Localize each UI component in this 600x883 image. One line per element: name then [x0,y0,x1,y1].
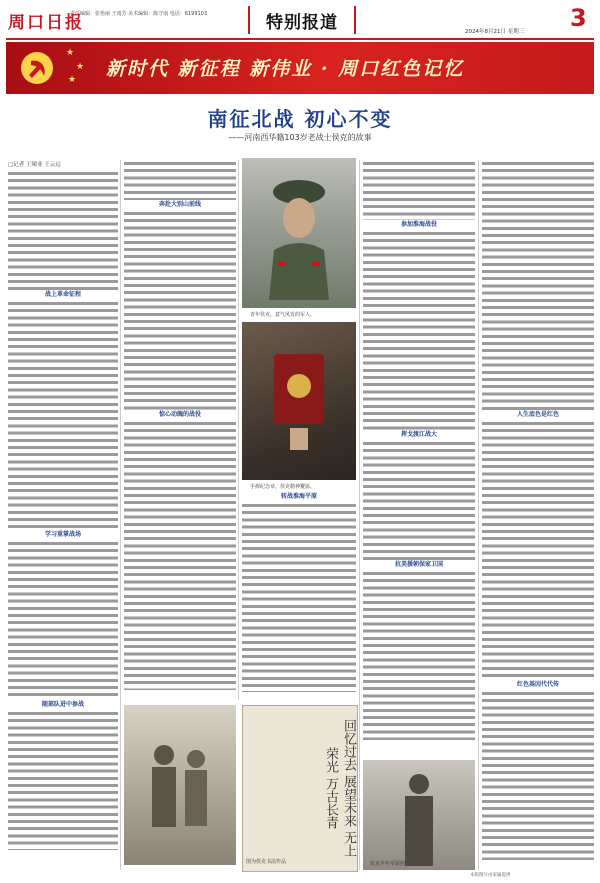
article-subheadline: ——河南西华籍103岁老战士侯克的故事 [228,133,372,142]
section-tab [248,6,356,34]
text-column-4 [363,160,475,750]
byline: □记者 王啸业 王云远 [8,162,61,168]
section-subtitle: 红色基因代代传 [516,681,559,688]
calligraphy-photo [242,705,358,872]
photo-caption: 手捧纪念章，侯克精神矍铄。 [250,484,316,490]
photo-caption: 青年侯克，意气风发的军人。 [250,312,316,318]
section-subtitle: 挥戈渡江战大 [400,431,437,438]
people-photo-icon [134,725,226,855]
body-text [124,210,236,410]
section-title: 特别报道 [266,12,338,33]
newspaper-logo: 周口日报 [8,13,84,33]
column-divider [238,160,239,700]
medal-photo [242,322,356,480]
photo-caption: 图为侯克书法作品 [246,859,287,865]
text-column-5 [482,160,594,868]
group-photo [124,705,236,865]
body-text [363,440,475,560]
section-subtitle: 人生底色是红色 [516,411,559,418]
section-subtitle: 转战淮海平原 [280,493,317,500]
party-emblem-icon [20,51,54,85]
body-text [482,420,594,680]
editor-credits: 责任编辑：张艳丽 王雨芳 美术编辑：陈守南 电话：6199103 [70,11,208,17]
column-divider [478,160,479,870]
section-subtitle: 随部队进中参战 [41,701,84,708]
body-text [8,540,118,700]
calligraphy-text: 回忆过去 展望未来 无上荣光 万古长青 [323,719,356,858]
section-subtitle: 惊心动魄的战役 [158,411,201,418]
soldier-old-photo [363,760,475,870]
section-subtitle: 参加淮海战役 [400,221,437,228]
medal-case-icon [266,346,332,456]
section-subtitle: 奔赴大别山前线 [158,201,201,208]
star-icon: ★ [66,48,75,58]
photo-caption: 侯克早年军装照 [370,861,406,867]
star-icon: ★ [68,75,77,85]
body-text [363,570,475,740]
body-text [482,160,594,410]
text-column-1 [8,170,118,870]
section-subtitle: 抗美援朝保家卫国 [394,561,443,568]
body-text [363,230,475,430]
soldier-portrait-photo [242,158,356,308]
column-divider [359,160,360,870]
body-text [482,690,594,860]
issue-date: 2024年8月21日 星期三 [465,29,525,35]
body-text [242,502,356,692]
column-divider [120,160,121,870]
article-headline: 南征北战 初心不变 [207,107,393,131]
red-banner [6,42,594,94]
text-column-2 [124,160,236,700]
section-subtitle: 战上革命征程 [44,291,81,298]
soldier-portrait-icon [264,170,334,300]
section-subtitle: 学习重掌战场 [44,531,81,538]
body-text [8,300,118,530]
body-text [8,170,118,290]
body-text [8,710,118,850]
body-text [363,160,475,220]
text-column-3 [242,492,356,697]
star-icon: ★ [76,62,85,72]
photo-credit: 本版图片由家属提供 [470,873,511,878]
masthead [0,0,600,40]
body-text [124,160,236,200]
page-number: 3 [570,4,587,32]
header-divider [6,38,594,40]
soldier-figure-icon [393,768,445,868]
banner-slogan: 新时代 新征程 新伟业 · 周口红色记忆 [106,58,465,80]
body-text [124,420,236,690]
